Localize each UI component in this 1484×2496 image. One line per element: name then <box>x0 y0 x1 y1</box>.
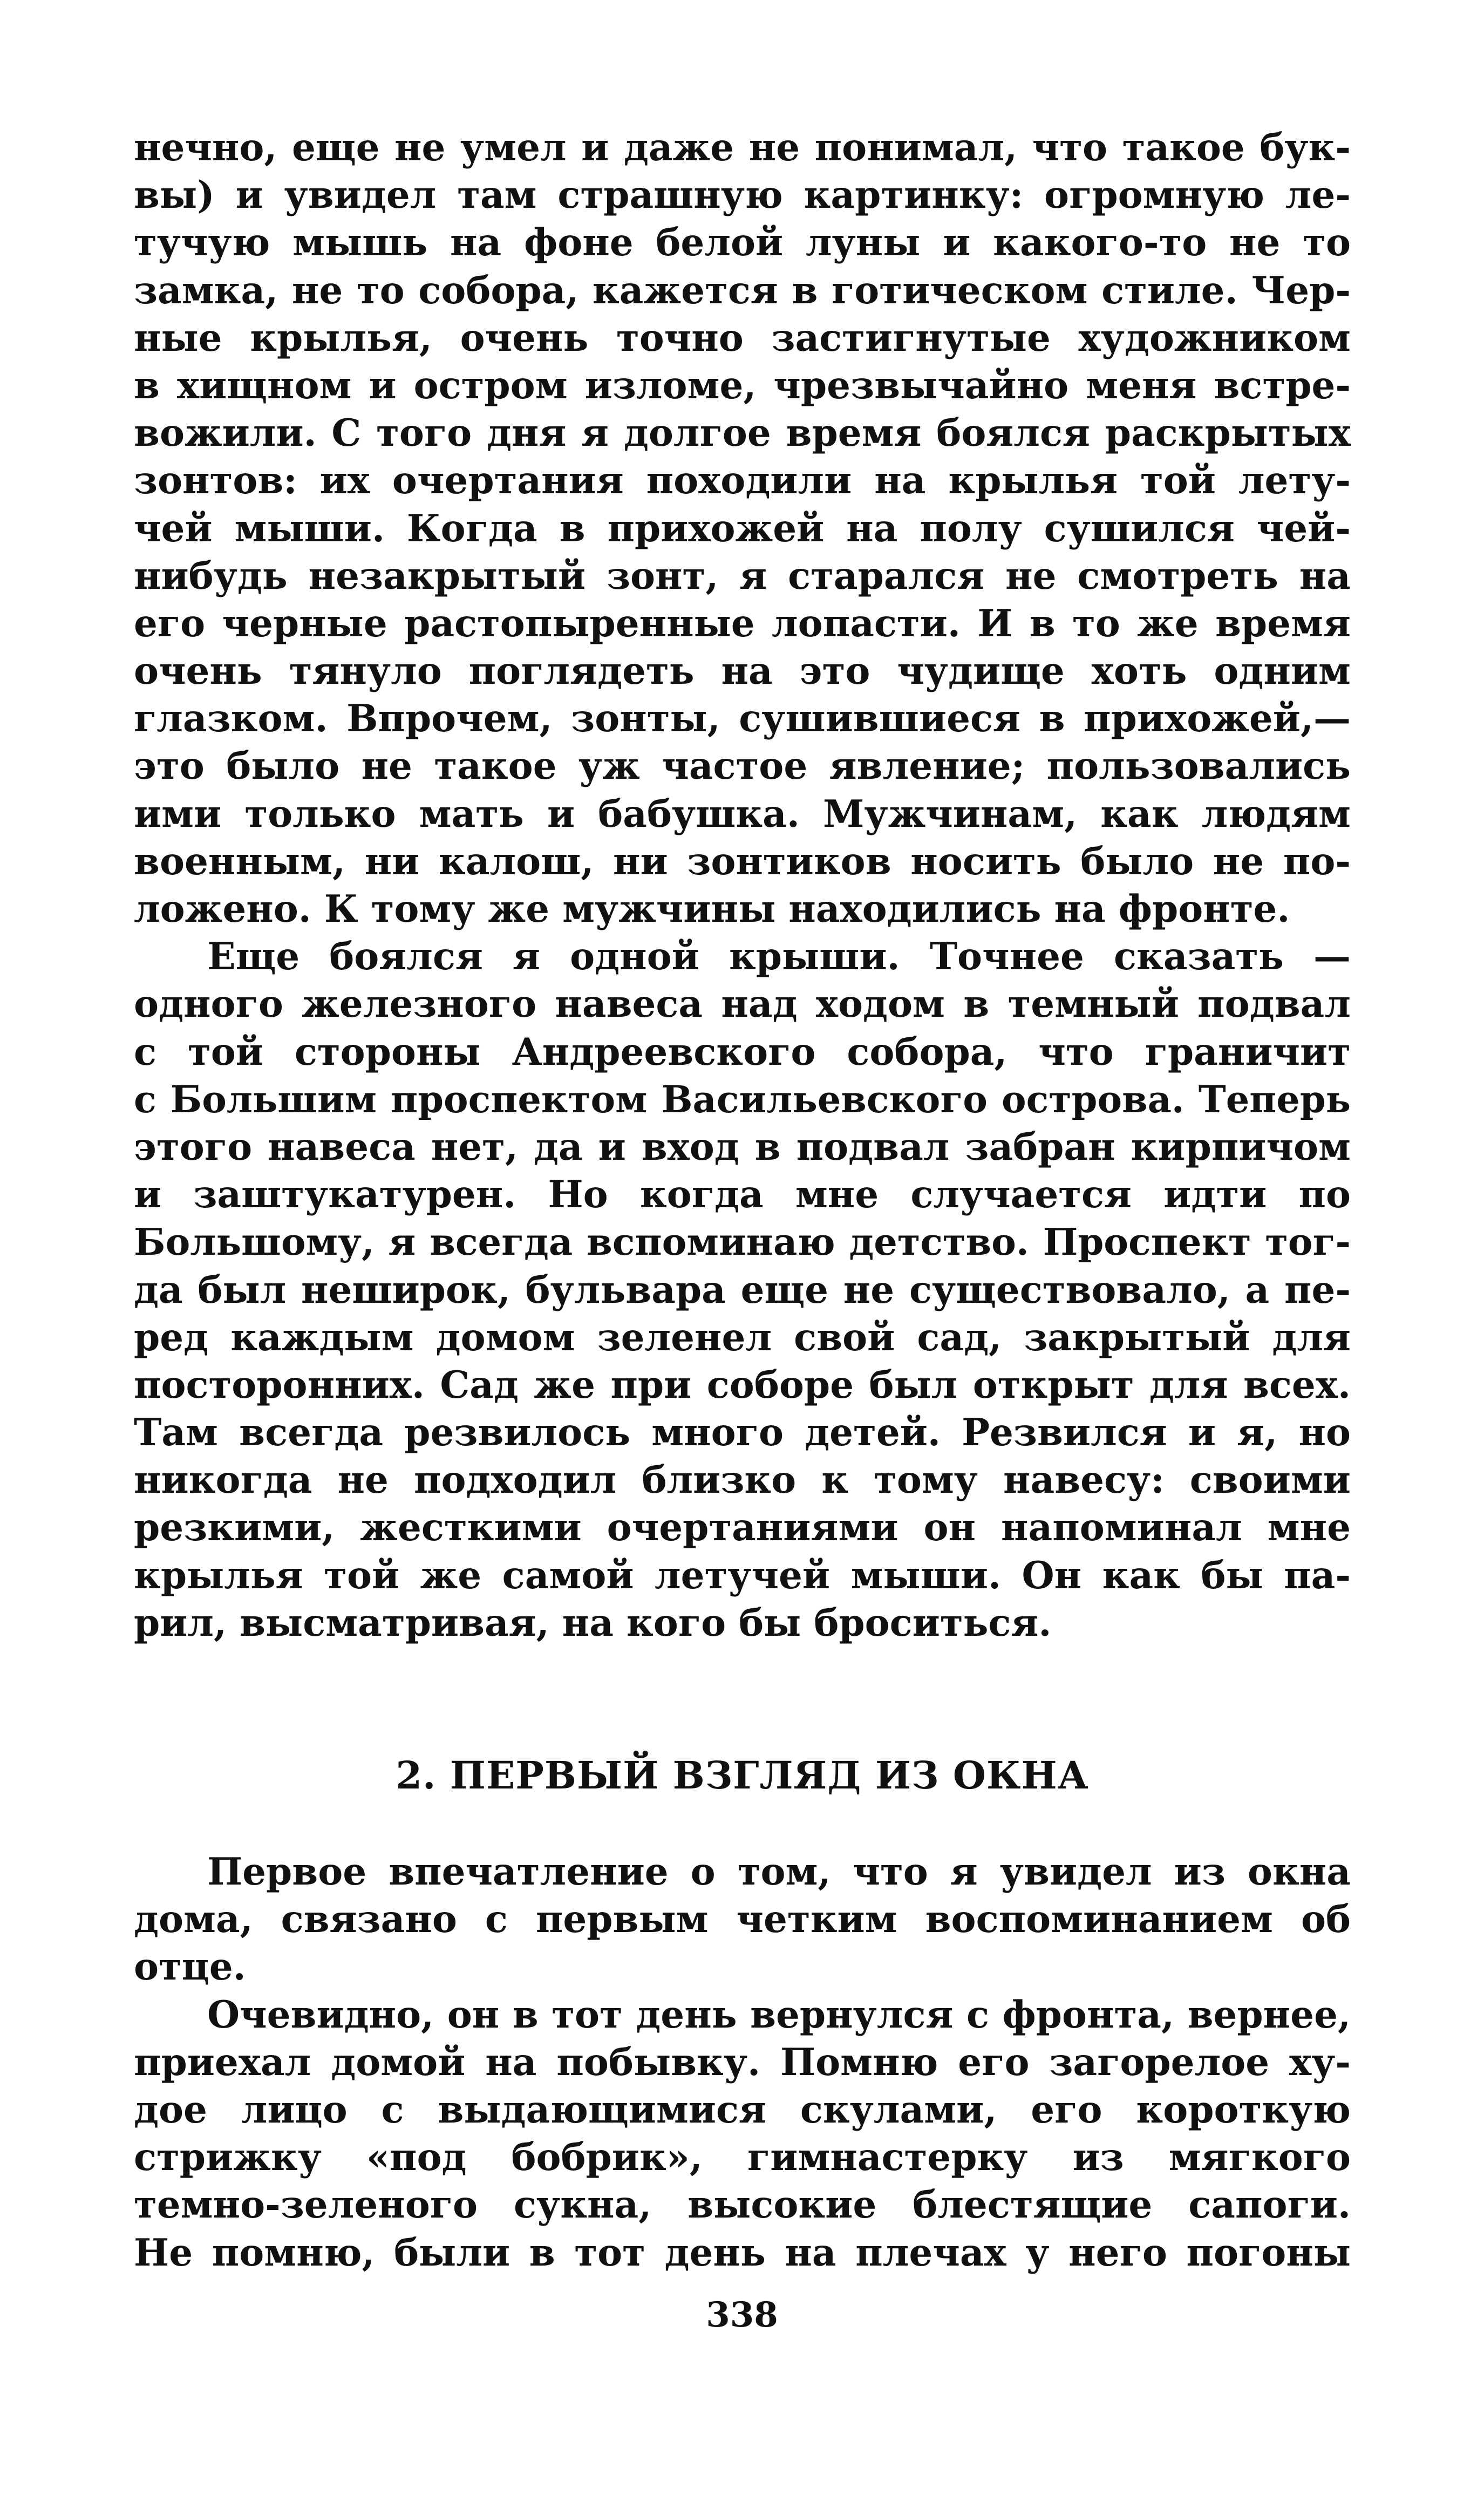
text-line: это было не такое уж частое явление; пользовались <box>134 744 1351 788</box>
text-line: никогда не подходил близко к тому навесу: своими <box>134 1458 1351 1502</box>
body-text-top <box>134 124 1351 1647</box>
text-line: чей мыши. Когда в прихожей на полу сушился чей- <box>134 506 1351 550</box>
text-line: с той стороны Андреевского собора, что граничит <box>134 1030 1351 1074</box>
text-line: резкими, жесткими очертаниями он напоминал мне <box>134 1506 1351 1550</box>
text-line: Не помню, были в тот день на плечах у него погоны <box>134 2230 1351 2275</box>
text-line: ложено. К тому же мужчины находились на фронте. <box>134 887 1290 931</box>
text-line: приехал домой на побывку. Помню его загорелое ху- <box>134 2040 1351 2084</box>
text-line: Еще боялся я одной крыши. Точнее сказать — <box>207 935 1351 979</box>
text-line: Там всегда резвилось много детей. Резвился и я, но <box>134 1411 1351 1455</box>
text-line: Очевидно, он в тот день вернулся с фронта, вернее, <box>207 1992 1351 2037</box>
text-line: вы) и увидел там страшную картинку: огромную ле- <box>134 173 1351 217</box>
section-heading: 2. ПЕРВЫЙ ВЗГЛЯД ИЗ ОКНА <box>396 1753 1089 1798</box>
text-line: дома, связано с первым четким воспоминанием об <box>134 1897 1351 1942</box>
text-line: дое лицо с выдающимися скулами, его короткую <box>134 2087 1351 2132</box>
text-line: с Большим проспектом Васильевского острова. Теперь <box>134 1078 1351 1121</box>
page-number: 338 <box>706 2295 778 2335</box>
body-text-bottom <box>134 1848 1351 2277</box>
text-line: в хищном и остром изломе, чрезвычайно меня встре- <box>134 363 1351 407</box>
text-line: крылья той же самой летучей мыши. Он как бы па- <box>134 1553 1351 1597</box>
text-line: да был неширок, бульвара еще не существовало, а пе- <box>134 1268 1351 1312</box>
text-line: тучую мышь на фоне белой луны и какого-то не то <box>134 221 1351 265</box>
text-line: отце. <box>134 1945 246 1989</box>
text-line: нечно, еще не умел и даже не понимал, что такое бук- <box>134 126 1351 169</box>
text-line: его черные растопыренные лопасти. И в то же время <box>134 601 1351 645</box>
text-line: посторонних. Сад же при соборе был открыт для всех. <box>134 1363 1351 1407</box>
text-line: этого навеса нет, да и вход в подвал забран кирпичом <box>134 1125 1351 1169</box>
text-line: замка, не то собора, кажется в готическом стиле. Чер- <box>134 268 1351 312</box>
text-line: одного железного навеса над ходом в темный подвал <box>134 982 1351 1026</box>
text-line: очень тянуло поглядеть на это чудище хоть одним <box>134 649 1351 693</box>
text-line: ими только мать и бабушка. Мужчинам, как людям <box>134 792 1351 836</box>
text-line: Первое впечатление о том, что я увидел из окна <box>207 1850 1351 1894</box>
text-line: ные крылья, очень точно застигнутые художником <box>134 316 1351 360</box>
text-line: ред каждым домом зеленел свой сад, закрытый для <box>134 1315 1351 1359</box>
text-line: Большому, я всегда вспоминаю детство. Проспект тог- <box>134 1221 1351 1264</box>
text-line: нибудь незакрытый зонт, я старался не смотреть на <box>134 554 1351 598</box>
text-line: вожили. С того дня я долгое время боялся раскрытых <box>134 411 1351 455</box>
text-line: рил, высматривая, на кого бы броситься. <box>134 1601 1052 1645</box>
text-line: темно-зеленого сукна, высокие блестящие сапоги. <box>134 2183 1351 2227</box>
text-line: и заштукатурен. Но когда мне случается идти по <box>134 1173 1351 1217</box>
text-line: военным, ни калош, ни зонтиков носить было не по- <box>134 839 1351 883</box>
text-line: стрижку «под бобрик», гимнастерку из мягкого <box>134 2135 1351 2180</box>
text-line: глазком. Впрочем, зонты, сушившиеся в прихожей,— <box>134 697 1351 741</box>
text-line: зонтов: их очертания походили на крылья той лету- <box>134 459 1351 503</box>
